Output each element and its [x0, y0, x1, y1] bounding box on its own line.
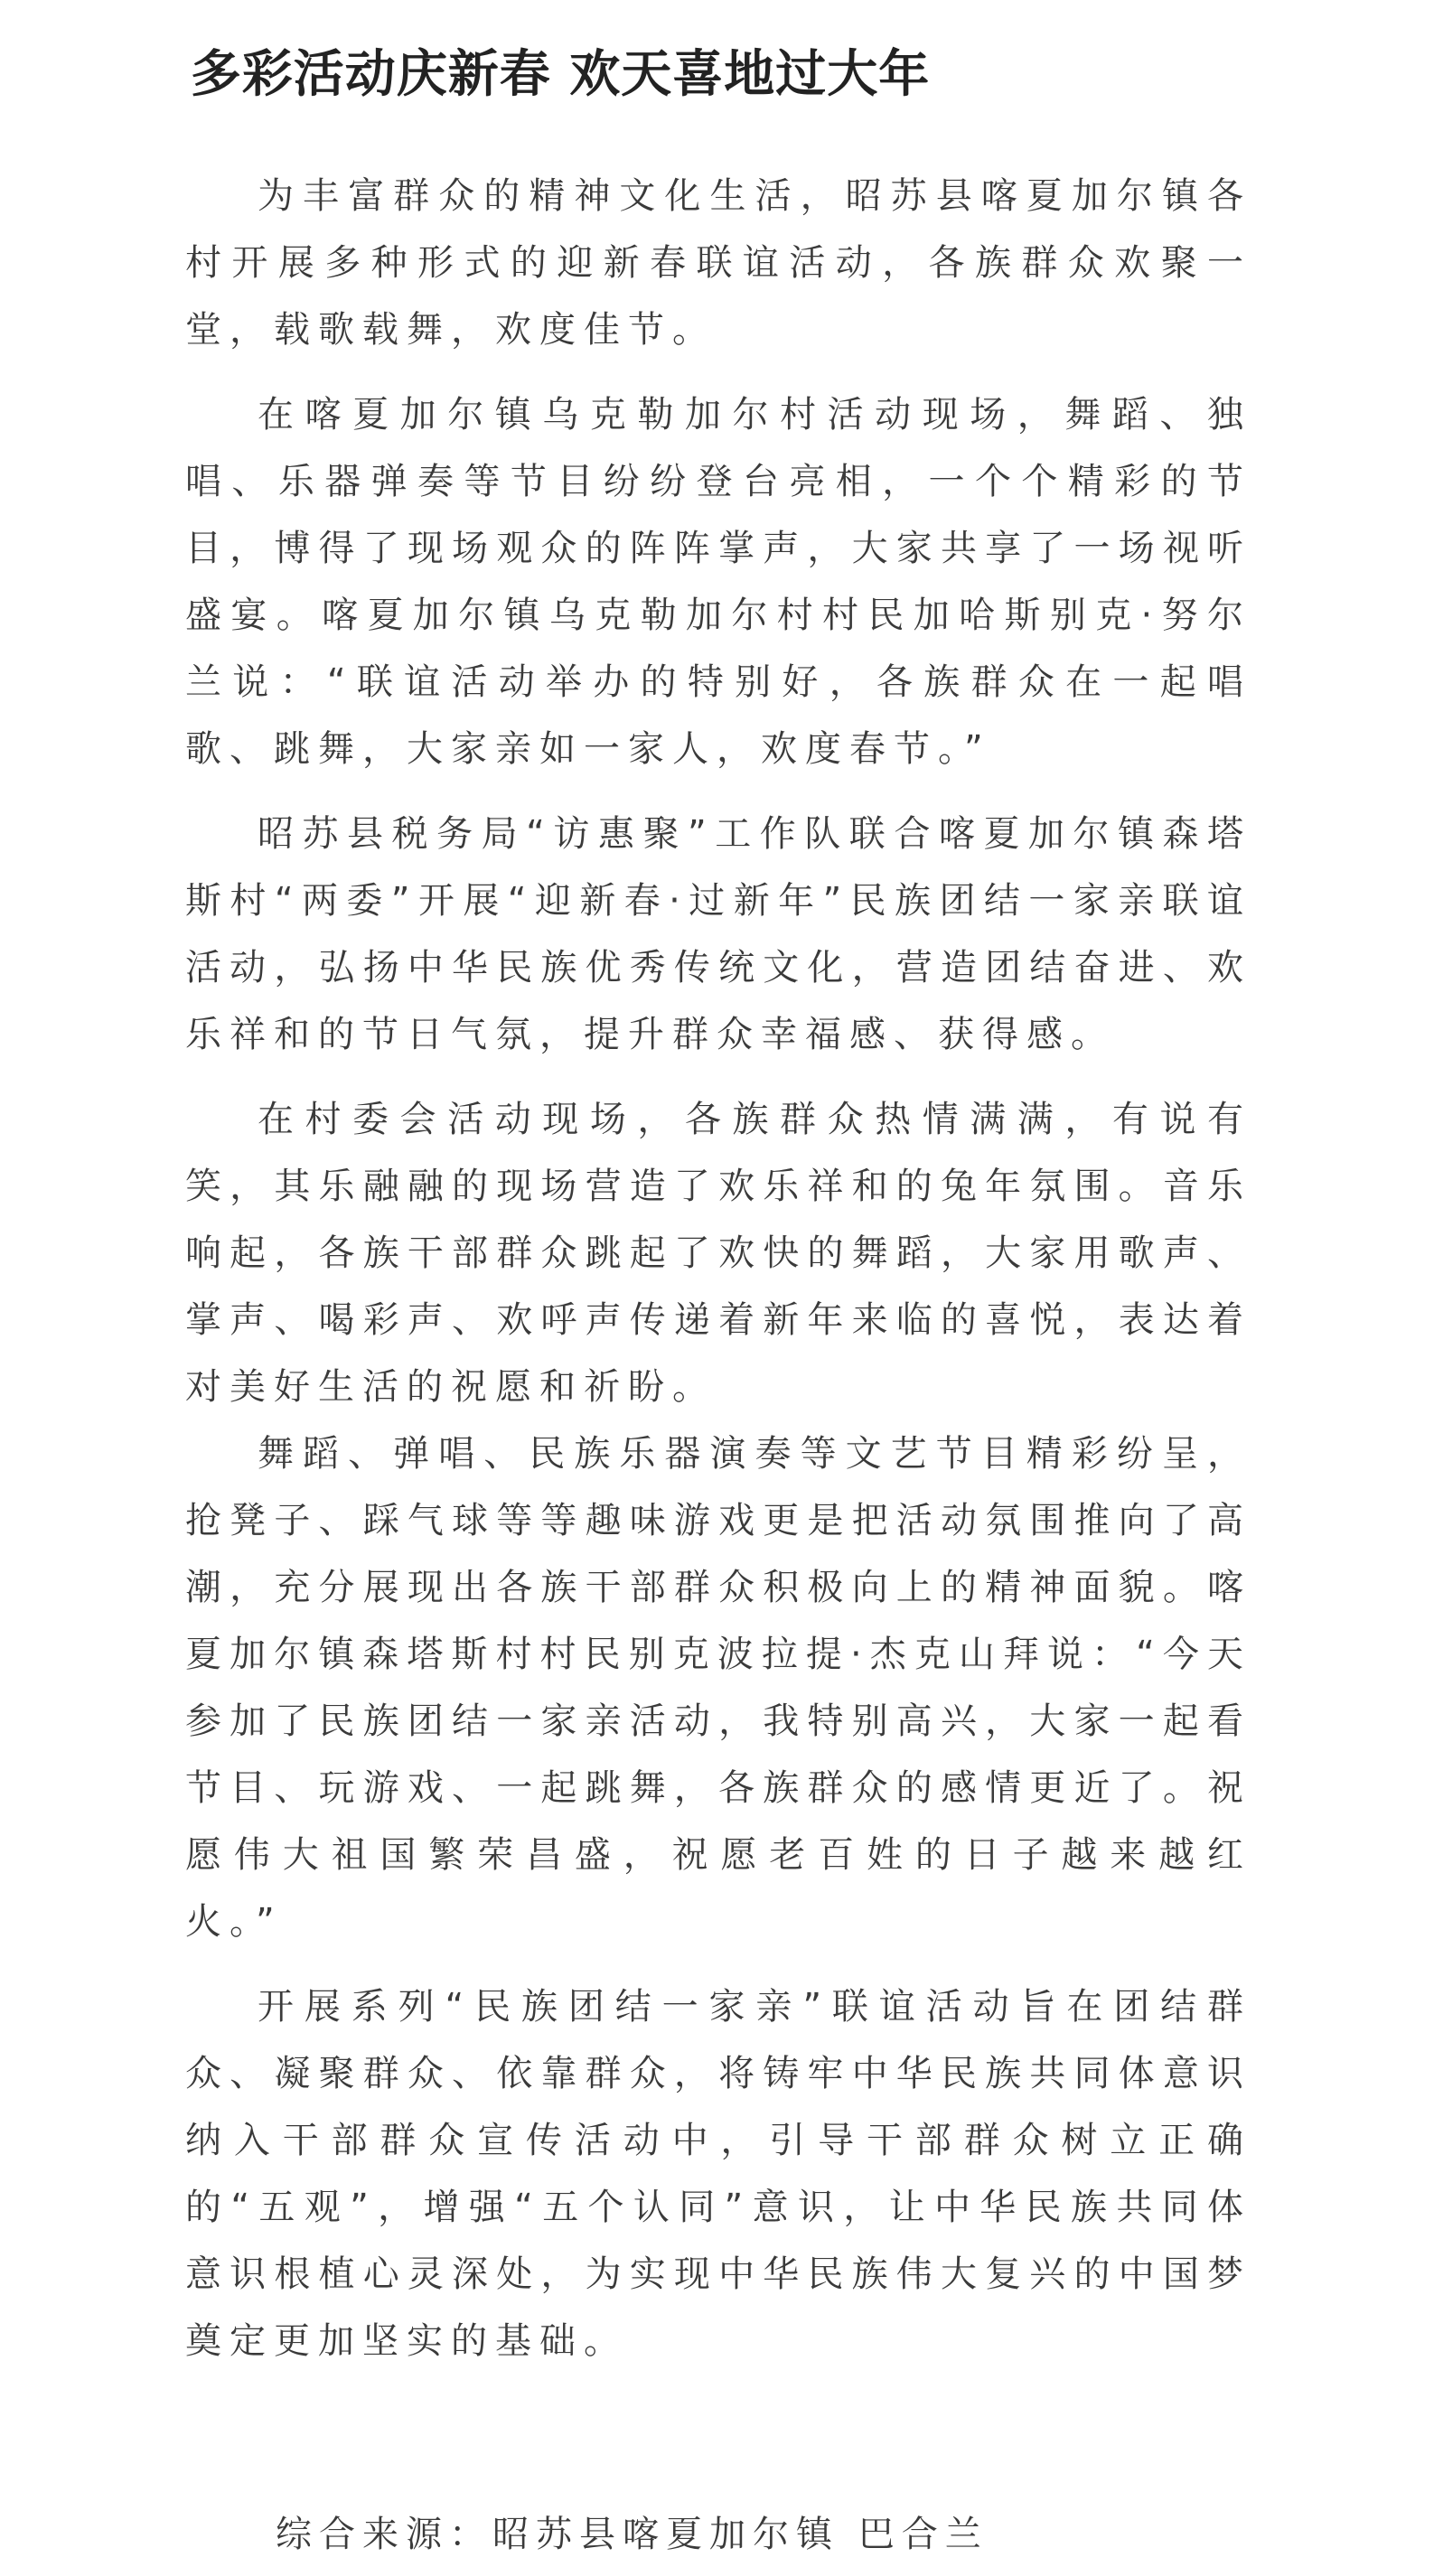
paragraph-4: 在村委会活动现场，各族群众热情满满，有说有笑，其乐融融的现场营造了欢乐祥和的兔年氛围。音乐响起，各族干部群众跳起了欢快的舞蹈，大家用歌声、掌声、喝彩声、欢呼声传递着新年来临的喜悦，表达着对美好生活的祝愿和祈盼。 [185, 1099, 1251, 1408]
paragraph-3: 昭苏县税务局“访惠聚”工作队联合喀夏加尔镇森塔斯村“两委”开展“迎新春·过新年”民族团结一家亲联谊活动，弘扬中华民族优秀传统文化，营造团结奋进、欢乐祥和的节日气氛，提升群众幸福感、获得感。 [185, 813, 1251, 1055]
article-body [185, 163, 1251, 2393]
paragraph-6: 开展系列“民族团结一家亲”联谊活动旨在团结群众、凝聚群众、依靠群众，将铸牢中华民族共同体意识纳入干部群众宣传活动中，引导干部群众树立正确的“五观”，增强“五个认同”意识，让中华民族共同体意识根植心灵深处，为实现中华民族伟大复兴的中国梦奠定更加坚实的基础。 [185, 1986, 1251, 2362]
paragraph-1: 为丰富群众的精神文化生活，昭苏县喀夏加尔镇各村开展多种形式的迎新春联谊活动，各族群众欢聚一堂，载歌载舞，欢度佳节。 [185, 175, 1251, 351]
paragraph-5: 舞蹈、弹唱、民族乐器演奏等文艺节目精彩纷呈，抢凳子、踩气球等等趣味游戏更是把活动氛围推向了高潮，充分展现出各族干部群众积极向上的精神面貌。喀夏加尔镇森塔斯村村民别克波拉提·杰克山拜说：“今天参加了民族团结一家亲活动，我特别高兴，大家一起看节目、玩游戏、一起跳舞，各族群众的感情更近了。祝愿伟大祖国繁荣昌盛，祝愿老百姓的日子越来越红火。” [185, 1433, 1251, 1943]
paragraph-2: 在喀夏加尔镇乌克勒加尔村活动现场，舞蹈、独唱、乐器弹奏等节目纷纷登台亮相，一个个精彩的节目，博得了现场观众的阵阵掌声，大家共享了一场视听盛宴。喀夏加尔镇乌克勒加尔村村民加哈斯别克·努尔兰说：“联谊活动举办的特别好，各族群众在一起唱歌、跳舞，大家亲如一家人，欢度春节。” [185, 394, 1251, 770]
article-source: 综合来源：昭苏县喀夏加尔镇 巴合兰 [276, 2514, 989, 2555]
article-title: 多彩活动庆新春 欢天喜地过大年 [190, 43, 931, 104]
